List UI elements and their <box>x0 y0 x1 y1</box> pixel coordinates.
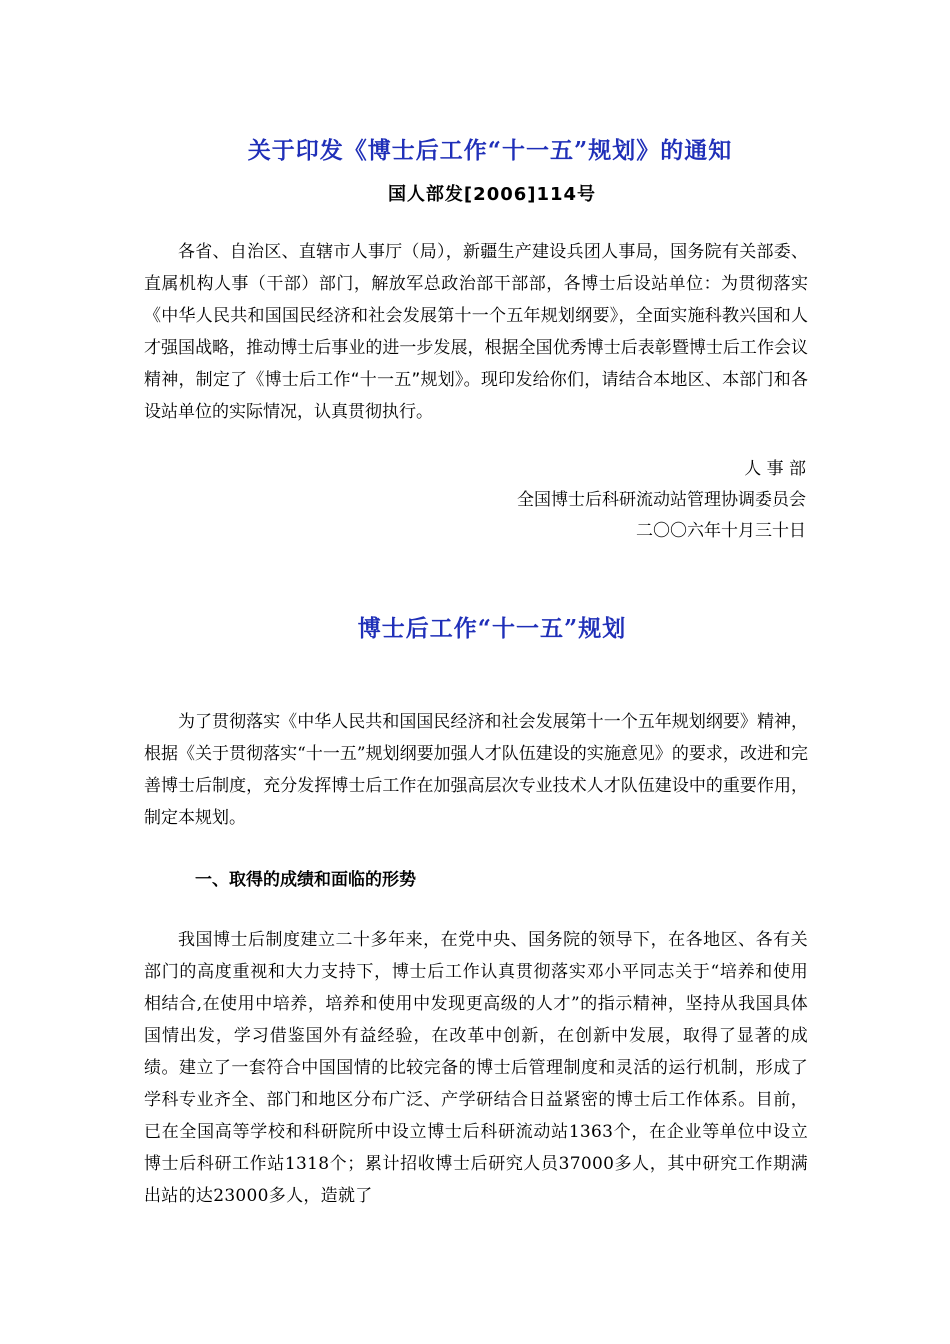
signature-date: 二〇〇六年十月三十日 <box>636 521 806 541</box>
signature-org-ministry: 人 事 部 <box>744 459 806 479</box>
document-number: 国人部发[2006]114号 <box>387 184 597 205</box>
section-heading: 一、取得的成绩和面临的形势 <box>195 870 416 890</box>
plan-intro-paragraph: 为了贯彻落实《中华人民共和国国民经济和社会发展第十一个五年规划纲要》精神，根据《关于贯彻落实“十一五”规划纲要加强人才队伍建设的实施意见》的要求，改进和完善博士后制度，充分发挥博士后工作在加强高层次专业技术人才队伍建设中的重要作用，制定本规划。 <box>144 712 808 828</box>
notice-body: 各省、自治区、直辖市人事厅（局），新疆生产建设兵团人事局，国务院有关部委、直属机构人事（干部）部门，解放军总政治部干部部，各博士后设站单位：为贯彻落实《中华人民共和国国民经济和社会发展第十一个五年规划纲要》，全面实施科教兴国和人才强国战略，推动博士后事业的进一步发展，根据全国优秀博士后表彰暨博士后工作会议精神，制定了《博士后工作“十一五”规划》。现印发给你们，请结合本地区、本部门和各设站单位的实际情况，认真贯彻执行。 <box>144 242 808 422</box>
section-paragraph: 我国博士后制度建立二十多年来，在党中央、国务院的领导下，在各地区、各有关部门的高度重视和大力支持下，博士后工作认真贯彻落实邓小平同志关于“培养和使用相结合,在使用中培养，培养和使用中发现更高级的人才”的指示精神，坚持从我国具体国情出发，学习借鉴国外有益经验，在改革中创新，在创新中发展，取得了显著的成绩。建立了一套符合中国国情的比较完备的博士后管理制度和灵活的运行机制，形成了学科专业齐全、部门和地区分布广泛、产学研结合日益紧密的博士后工作体系。目前，已在全国高等学校和科研院所中设立博士后科研流动站1363个，在企业等单位中设立博士后科研工作站1318个；累计招收博士后研究人员37000多人，其中研究工作期满出站的达23000多人，造就了 <box>144 930 808 1206</box>
plan-title: 博士后工作“十一五”规划 <box>357 615 627 642</box>
notice-title: 关于印发《博士后工作“十一五”规划》的通知 <box>247 137 733 164</box>
signature-org-committee: 全国博士后科研流动站管理协调委员会 <box>517 490 806 510</box>
signature-block <box>420 454 806 547</box>
